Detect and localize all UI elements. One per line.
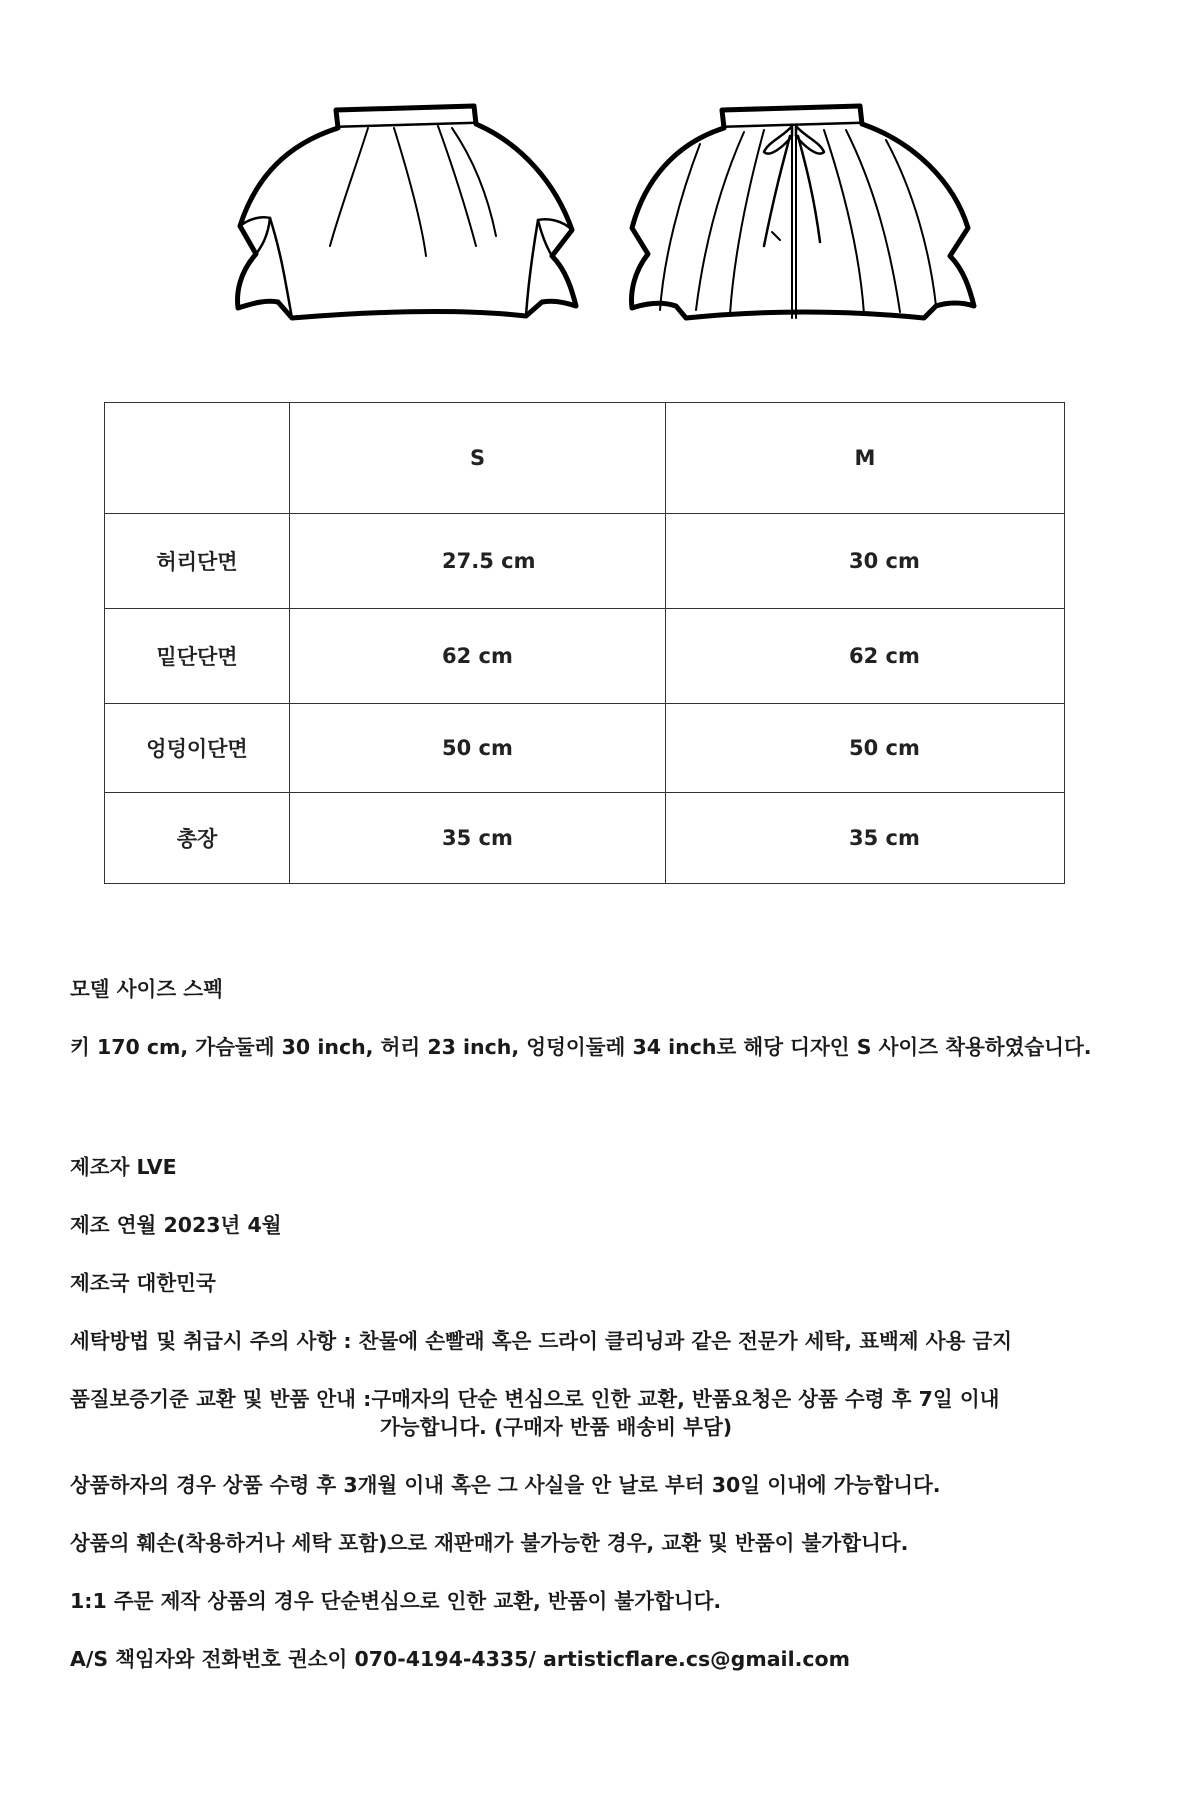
size-m-value: 50 cm (666, 704, 1065, 793)
size-s-value: 62 cm (290, 609, 666, 704)
table-row (105, 793, 1065, 884)
table-header-corner (105, 403, 290, 514)
size-s-value: 27.5 cm (290, 514, 666, 609)
size-s-value: 50 cm (290, 704, 666, 793)
row-label: 허리단면 (105, 514, 290, 609)
defect-policy-line: 상품하자의 경우 상품 수령 후 3개월 이내 혹은 그 사실을 안 날로 부터 30일 이내에 가능합니다. (70, 1473, 941, 1497)
row-label: 엉덩이단면 (105, 704, 290, 793)
size-m-value: 35 cm (666, 793, 1065, 884)
as-contact-line: A/S 책임자와 전화번호 권소이 070-4194-4335/ artisticflare.cs@gmail.com (70, 1647, 850, 1671)
size-m-value: 62 cm (666, 609, 1065, 704)
washing-instructions-line: 세탁방법 및 취급시 주의 사항 : 찬물에 손빨래 혹은 드라이 클리닝과 같은 전문가 세탁, 표백제 사용 금지 (70, 1329, 1013, 1353)
model-spec-text: 키 170 cm, 가슴둘레 30 inch, 허리 23 inch, 엉덩이둘레 34 inch로 해당 디자인 S 사이즈 착용하였습니다. (70, 1035, 1092, 1059)
table-row (105, 514, 1065, 609)
custom-order-policy-line: 1:1 주문 제작 상품의 경우 단순변심으로 인한 교환, 반품이 불가합니다. (70, 1589, 722, 1613)
manufacture-date-line: 제조 연월 2023년 4월 (70, 1213, 282, 1237)
skirt-back-illustration (624, 96, 984, 326)
maker-line: 제조자 LVE (70, 1155, 177, 1179)
warranty-line: 품질보증기준 교환 및 반품 안내 :구매자의 단순 변심으로 인한 교환, 반품요청은 상품 수령 후 7일 이내 (70, 1387, 1000, 1411)
table-header-size-s: S (290, 403, 666, 514)
skirt-illustrations (0, 0, 1200, 340)
skirt-front-illustration (226, 96, 586, 326)
row-label: 총장 (105, 793, 290, 884)
damage-policy-line: 상품의 훼손(착용하거나 세탁 포함)으로 재판매가 불가능한 경우, 교환 및 반품이 불가합니다. (70, 1531, 909, 1555)
table-row (105, 704, 1065, 793)
table-header-row (105, 403, 1065, 514)
table-header-size-m: M (666, 403, 1065, 514)
row-label: 밑단단면 (105, 609, 290, 704)
model-spec-heading: 모델 사이즈 스펙 (70, 977, 223, 1001)
table-row (105, 609, 1065, 704)
warranty-line-continued: 가능합니다. (구매자 반품 배송비 부담) (380, 1415, 733, 1439)
size-m-value: 30 cm (666, 514, 1065, 609)
size-table (104, 402, 1065, 884)
country-line: 제조국 대한민국 (70, 1271, 216, 1295)
size-s-value: 35 cm (290, 793, 666, 884)
